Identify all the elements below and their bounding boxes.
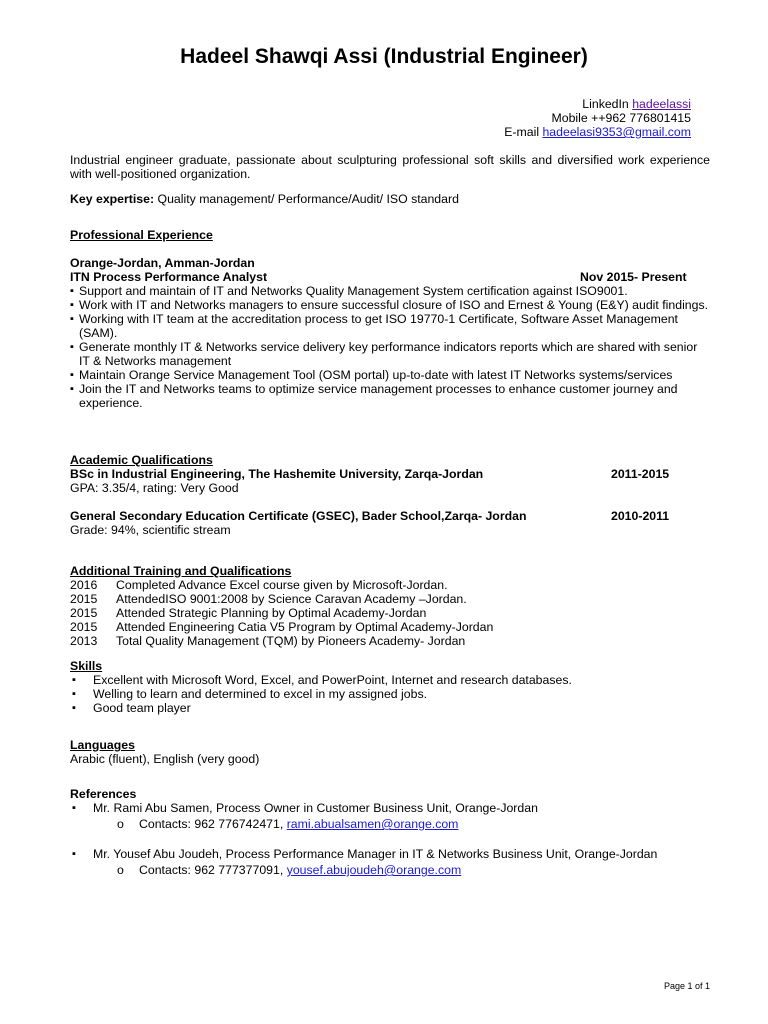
training-year: 2015 <box>70 606 98 620</box>
experience-company: Orange-Jordan, Amman-Jordan <box>70 256 255 270</box>
experience-dates: Nov 2015- Present <box>580 270 687 284</box>
email-label: E-mail <box>504 125 540 139</box>
email-line <box>504 125 691 139</box>
experience-section <box>70 228 710 410</box>
training-item <box>70 578 710 592</box>
training-year: 2015 <box>70 620 98 634</box>
references-section <box>70 787 710 877</box>
training-item <box>70 634 710 648</box>
training-text: Total Quality Management (TQM) by Pioneers Academy- Jordan <box>116 634 466 648</box>
academic-heading: Academic Qualifications <box>70 453 213 467</box>
skills-section <box>70 659 710 715</box>
academic-section <box>70 453 710 537</box>
training-text: Attended Strategic Planning by Optimal Academy-Jordan <box>116 606 427 620</box>
academic-entry-detail: GPA: 3.35/4, rating: Very Good <box>70 481 239 495</box>
training-section <box>70 564 710 648</box>
academic-entry-title: General Secondary Education Certificate (GSEC), Bader School,Zarqa- Jordan <box>70 509 527 523</box>
experience-heading: Professional Experience <box>70 228 213 242</box>
languages-heading: Languages <box>70 738 135 752</box>
reference-name: ▪ Mr. Rami Abu Samen, Process Owner in Customer Business Unit, Orange-Jordan <box>70 801 710 815</box>
reference-email-link[interactable]: rami.abualsamen@orange.com <box>286 817 459 831</box>
linkedin-link[interactable]: hadeelassi <box>632 97 691 111</box>
training-year: 2015 <box>70 592 98 606</box>
key-expertise-value: Quality management/ Performance/Audit/ ISO standard <box>157 192 459 206</box>
training-item <box>70 606 710 620</box>
academic-entry-years: 2011-2015 <box>611 467 670 481</box>
reference-name: ▪ Mr. Yousef Abu Joudeh, Process Performance Manager in IT & Networks Business Unit, Orange-Jordan <box>70 847 710 861</box>
reference-phone: Contacts: 962 776742471, <box>139 817 284 831</box>
page-title: Hadeel Shawqi Assi (Industrial Engineer) <box>180 45 588 68</box>
training-year: 2016 <box>70 578 98 592</box>
academic-entry-title: BSc in Industrial Engineering, The Hashemite University, Zarqa-Jordan <box>70 467 484 481</box>
training-text: Attended Engineering Catia V5 Program by Optimal Academy-Jordan <box>116 620 494 634</box>
training-item <box>70 592 710 606</box>
reference-email-link[interactable]: yousef.abujoudeh@orange.com <box>286 863 462 877</box>
contact-block <box>504 97 691 139</box>
list-item: ▪ Work with IT and Networks managers to ensure successful closure of ISO and Ernest & Young (E&Y) audit findings. <box>70 298 710 312</box>
list-item: ▪ Join the IT and Networks teams to optimize service management processes to enhance customer journey and experience. <box>70 382 710 410</box>
linkedin-line <box>504 97 691 111</box>
list-item: ▪ Support and maintain of IT and Networks Quality Management System certification against ISO9001. <box>70 284 710 298</box>
list-item: ▪ Excellent with Microsoft Word, Excel, and PowerPoint, Internet and research databases. <box>70 673 710 687</box>
experience-role-row <box>70 270 710 284</box>
experience-bullets <box>70 284 710 410</box>
training-text: AttendedISO 9001:2008 by Science Caravan Academy –Jordan. <box>116 592 467 606</box>
email-link[interactable]: hadeelasi9353@gmail.com <box>542 125 691 139</box>
academic-entry-detail: Grade: 94%, scientific stream <box>70 523 231 537</box>
languages-section <box>70 738 710 766</box>
academic-entry-years: 2010-2011 <box>611 509 670 523</box>
key-expertise <box>70 192 710 206</box>
list-item: ▪ Working with IT team at the accreditation process to get ISO 19770-1 Certificate, Software Asset Management (SAM). <box>70 312 710 340</box>
list-item: ▪ Good team player <box>70 701 710 715</box>
training-text: Completed Advance Excel course given by Microsoft-Jordan. <box>116 578 448 592</box>
skills-heading: Skills <box>70 659 103 673</box>
reference-contact <box>70 863 710 877</box>
list-item: ▪ Welling to learn and determined to excel in my assigned jobs. <box>70 687 710 701</box>
academic-entry <box>70 509 710 523</box>
references-heading: References <box>70 787 137 801</box>
linkedin-label: LinkedIn <box>582 97 629 111</box>
academic-entry <box>70 467 710 481</box>
mobile-line: Mobile ++962 776801415 <box>551 111 691 125</box>
list-item: ▪ Generate monthly IT & Networks service delivery key performance indicators reports which are shared with senior IT & Networks management <box>70 340 710 368</box>
reference-contact <box>70 817 710 831</box>
experience-role: ITN Process Performance Analyst <box>70 270 268 284</box>
key-expertise-label: Key expertise: <box>70 192 155 206</box>
training-year: 2013 <box>70 634 98 648</box>
languages-text: Arabic (fluent), English (very good) <box>70 752 260 766</box>
summary-paragraph: Industrial engineer graduate, passionate about sculpturing professional soft skills and diversified work experience with well-positioned organization. <box>70 153 710 181</box>
training-item <box>70 620 710 634</box>
reference-phone: Contacts: 962 777377091, <box>139 863 284 877</box>
list-item: ▪ Maintain Orange Service Management Tool (OSM portal) up-to-date with latest IT Networks systems/services <box>70 368 710 382</box>
training-heading: Additional Training and Qualifications <box>70 564 292 578</box>
page-number: Page 1 of 1 <box>663 981 710 991</box>
